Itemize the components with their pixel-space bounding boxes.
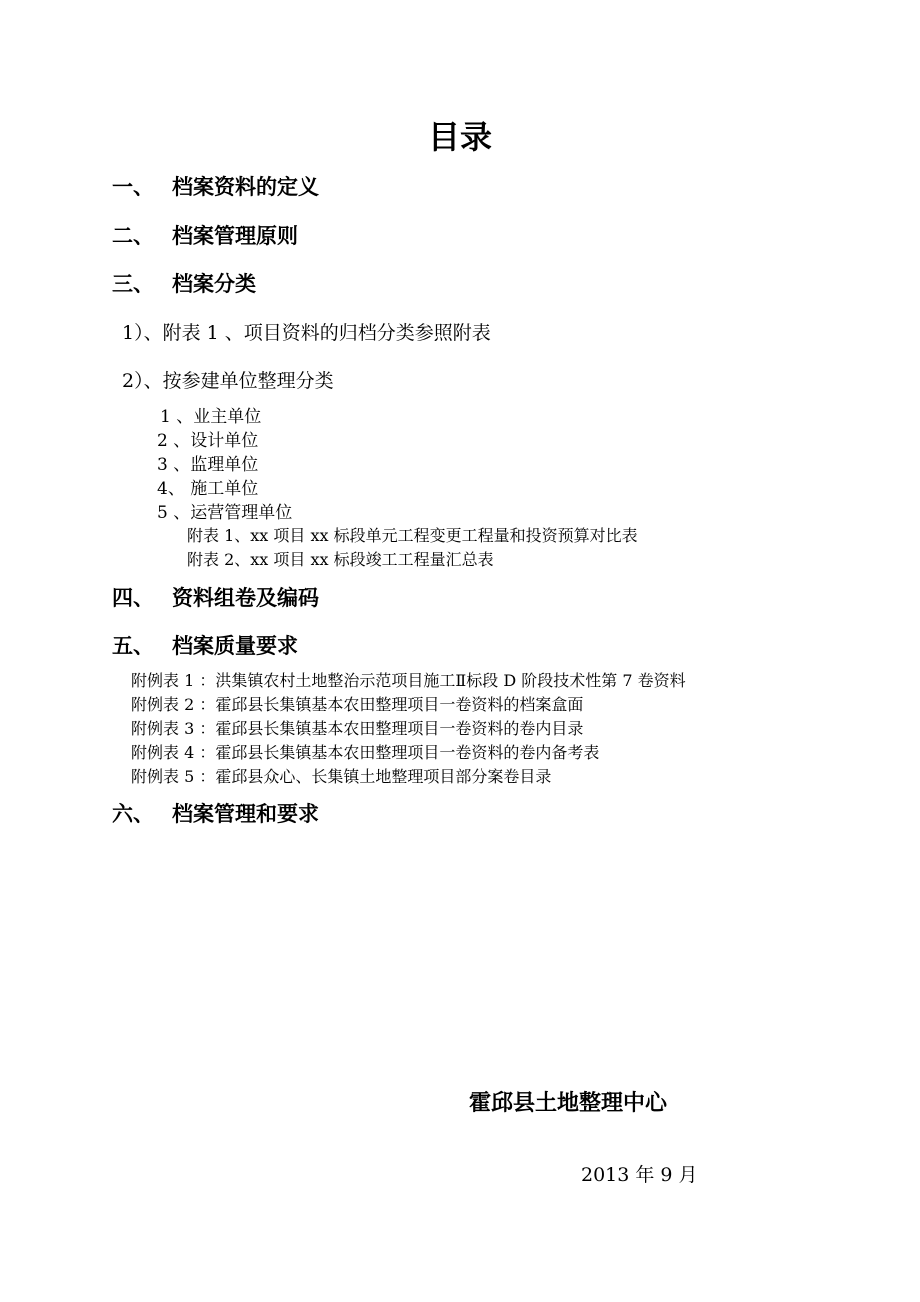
document-date: 2013 年 9 月	[581, 1164, 698, 1186]
unit-item-operation: 5 、运营管理单位	[157, 503, 293, 523]
section-number: 六、	[112, 802, 154, 826]
section-text: 档案质量要求	[172, 634, 298, 658]
section-heading-5	[112, 630, 512, 658]
section-text: 档案管理原则	[172, 224, 298, 248]
section-heading-4	[112, 582, 512, 610]
section-number: 五、	[112, 634, 154, 658]
section-text: 档案分类	[172, 272, 256, 296]
example-table-4: 附例表 4 ：霍邱县长集镇基本农田整理项目一卷资料的卷内备考表	[131, 743, 600, 762]
section-heading-3	[112, 268, 512, 296]
unit-item-owner: 1 、业主单位	[160, 407, 262, 427]
section-heading-1	[112, 171, 512, 199]
organization-name: 霍邱县土地整理中心	[469, 1091, 668, 1116]
section-heading-2	[112, 220, 512, 248]
page-title: 目录	[427, 118, 492, 156]
example-table-1: 附例表 1 ：洪集镇农村土地整治示范项目施工Ⅱ标段 D 阶段技术性第 7 卷资料	[131, 671, 686, 690]
annex-table-2: 附表 2、xx 项目 xx 标段竣工工程量汇总表	[187, 550, 494, 569]
section-heading-6	[112, 798, 512, 826]
unit-item-design: 2 、设计单位	[157, 431, 259, 451]
section-number: 三、	[112, 272, 154, 296]
sub-item-1: 1）、附表 1 、项目资料的归档分类参照附表	[122, 322, 491, 344]
example-table-3: 附例表 3 ：霍邱县长集镇基本农田整理项目一卷资料的卷内目录	[131, 719, 584, 738]
unit-item-supervision: 3 、监理单位	[157, 455, 259, 475]
example-table-5: 附例表 5 ：霍邱县众心、长集镇土地整理项目部分案卷目录	[131, 767, 552, 786]
section-number: 四、	[112, 586, 154, 610]
annex-table-1: 附表 1、xx 项目 xx 标段单元工程变更工程量和投资预算对比表	[187, 526, 638, 545]
section-text: 资料组卷及编码	[172, 586, 319, 610]
section-text: 档案资料的定义	[172, 175, 319, 199]
sub-item-2: 2）、按参建单位整理分类	[122, 370, 334, 392]
section-number: 一、	[112, 175, 154, 199]
example-table-2: 附例表 2 ：霍邱县长集镇基本农田整理项目一卷资料的档案盒面	[131, 695, 584, 714]
section-text: 档案管理和要求	[172, 802, 319, 826]
unit-item-construction: 4、 施工单位	[157, 479, 259, 499]
section-number: 二、	[112, 224, 154, 248]
